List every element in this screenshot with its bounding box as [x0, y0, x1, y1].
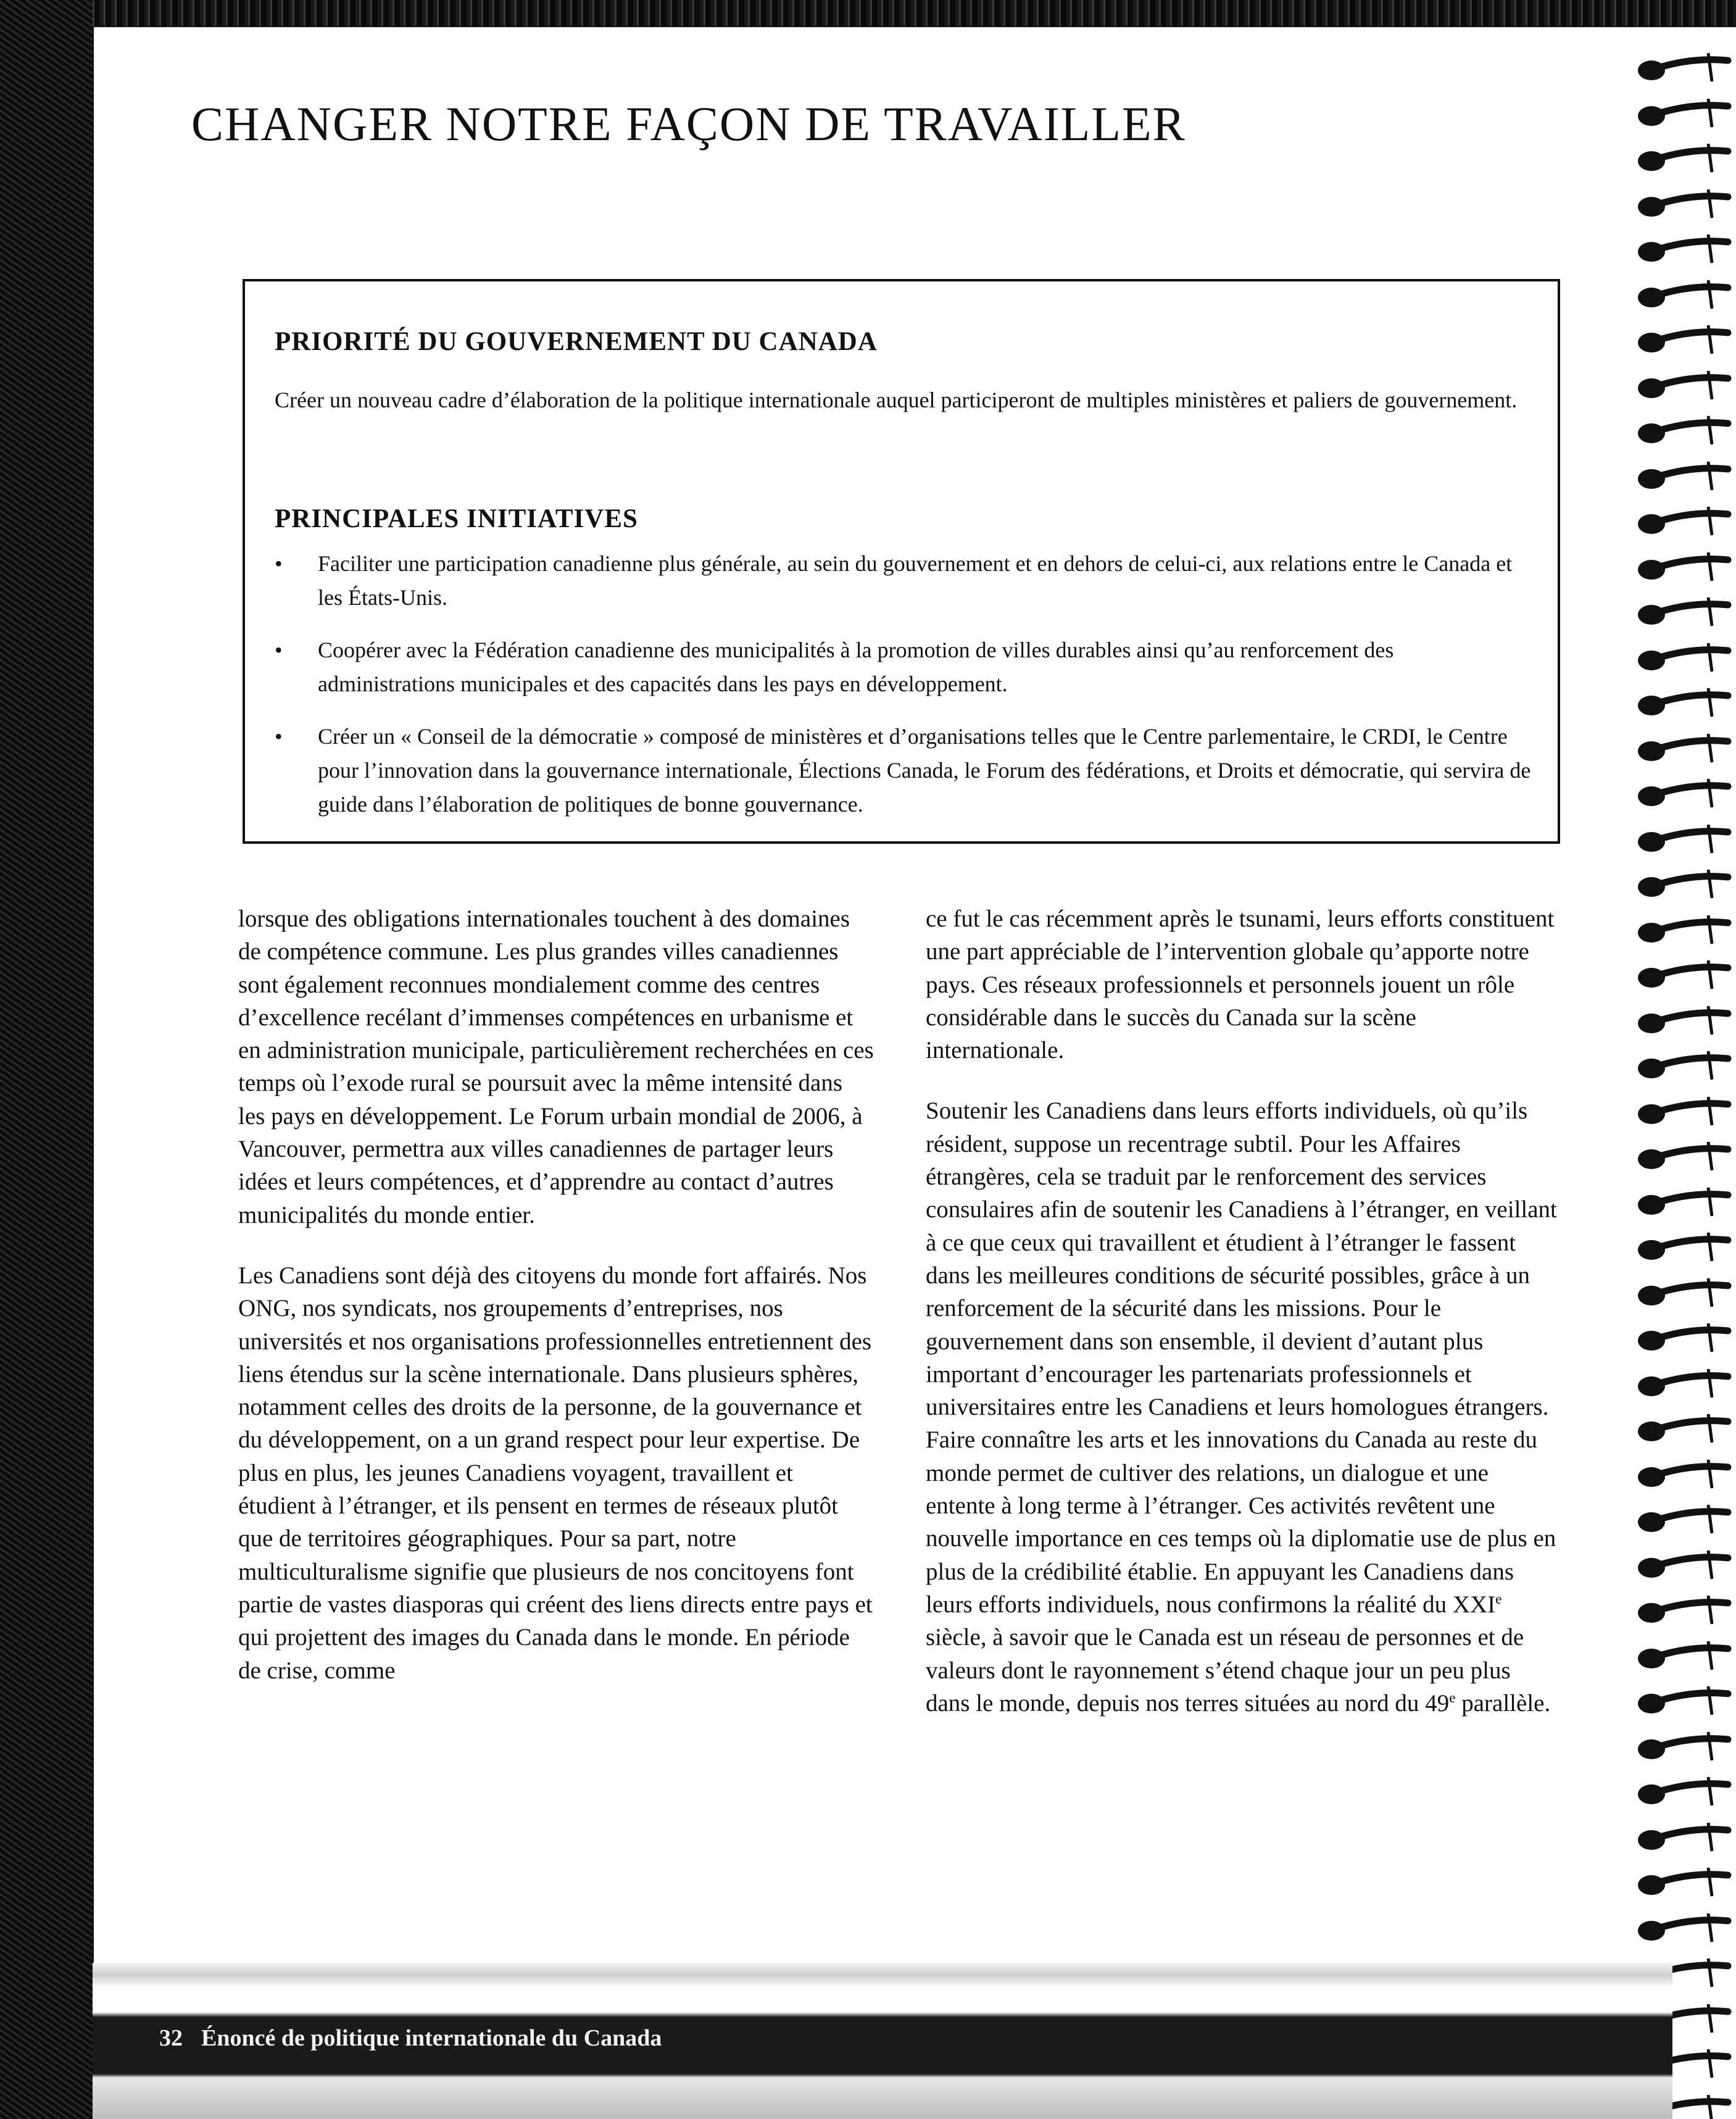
- spiral-ring-icon: [1635, 1005, 1734, 1037]
- initiatives-list: [275, 547, 1534, 840]
- spiral-ring-icon: [1635, 1277, 1734, 1309]
- page-title: CHANGER NOTRE FAÇON DE TRAVAILLER: [191, 97, 1186, 151]
- spiral-ring-icon: [1635, 642, 1734, 674]
- spiral-ring-icon: [1635, 279, 1734, 311]
- spiral-ring-icon: [1635, 1050, 1734, 1082]
- spiral-ring-icon: [1635, 778, 1734, 810]
- spiral-ring-icon: [1635, 914, 1734, 946]
- spiral-ring-icon: [1635, 460, 1734, 493]
- spiral-ring-icon: [1635, 1459, 1734, 1491]
- spiral-ring-icon: [1635, 1912, 1734, 1944]
- spiral-ring-icon: [1635, 1867, 1734, 1899]
- spiral-ring-icon: [1635, 1231, 1734, 1263]
- spiral-ring-icon: [1635, 233, 1734, 265]
- list-item: [275, 547, 1534, 615]
- bullet-icon: •: [275, 724, 283, 749]
- page-footer: [159, 2025, 662, 2052]
- superscript: e: [1449, 1689, 1456, 1706]
- spiral-ring-icon: [1635, 1776, 1734, 1808]
- publication-title: Énoncé de politique internationale du Canada: [201, 2025, 662, 2051]
- priority-text: Créer un nouveau cadre d’élaboration de la politique internationale auquel participeront de multiples ministères et paliers de gouvernement.: [275, 388, 1518, 412]
- body-column-left: [238, 902, 874, 1715]
- spiral-ring-icon: [1635, 868, 1734, 901]
- bullet-icon: •: [275, 638, 283, 662]
- spiral-ring-icon: [1635, 1821, 1734, 1854]
- spiral-ring-icon: [1635, 506, 1734, 538]
- superscript: e: [1495, 1591, 1502, 1607]
- priority-heading: PRIORITÉ DU GOUVERNEMENT DU CANADA: [275, 327, 878, 356]
- initiative-text: Créer un « Conseil de la démocratie » composé de ministères et d’organisations telles que le Centre parlementaire, le CRDI, le Centre pour l’innovation dans la gouvernance internationale, Élections Canada, le Forum des fédérations, et Droits et démocratie, qui servira de guide dans l’élaboration de politiques de bonne gouvernance.: [318, 724, 1531, 817]
- initiative-text: Coopérer avec la Fédération canadienne des municipalités à la promotion de villes durables ainsi qu’au renforcement des administrations municipales et des capacités dans les pays en développement.: [318, 638, 1394, 696]
- spiral-ring-icon: [1635, 1594, 1734, 1626]
- text-run: parallèle.: [1455, 1689, 1551, 1717]
- spiral-ring-icon: [1635, 188, 1734, 220]
- spiral-binding: [1630, 27, 1736, 2119]
- spiral-ring-icon: [1635, 1186, 1734, 1218]
- spiral-ring-icon: [1635, 1096, 1734, 1128]
- spiral-ring-icon: [1635, 1685, 1734, 1717]
- list-item: [275, 720, 1534, 822]
- spiral-ring-icon: [1635, 1141, 1734, 1173]
- priority-box: [243, 279, 1560, 844]
- scan-top-edge: [0, 0, 1736, 26]
- spiral-ring-icon: [1635, 1413, 1734, 1445]
- initiative-text: Faciliter une participation canadienne plus générale, au sein du gouvernement et en dehors de celui-ci, aux relations entre le Canada et les États-Unis.: [318, 551, 1513, 610]
- spiral-ring-icon: [1635, 823, 1734, 856]
- list-item: [275, 633, 1534, 701]
- text-run: Soutenir les Canadiens dans leurs efforts individuels, où qu’ils résident, suppose un recentrage subtil. Pour les Affaires étrangères, cela se traduit par le renforcement des services consulaires afin de soutenir les Canadiens à l’étranger, en veillant à ce que ceux qui travaillent et étudient à l’étranger le fassent dans les meilleures conditions de sécurité possibles, grâce à un renforcement de la sécurité dans les missions. Pour le gouvernement dans son ensemble, il devient d’autant plus important d’encourager les partenariats professionnels et universitaires entre les Canadiens et leurs homologues étrangers. Faire connaître les arts et les innovations du Canada au reste du monde permet de cultiver des relations, un dialogue et une entente à long terme à l’étranger. Ces activités revêtent une nouvelle importance en ces temps où la diplomatie use de plus en plus de la crédibilité établie. En appuyant les Canadiens dans leurs efforts individuels, nous confirmons la réalité du XXI: [926, 1097, 1557, 1618]
- spiral-ring-icon: [1635, 733, 1734, 765]
- text-run: siècle, à savoir que le Canada est un réseau de personnes et de valeurs dont le rayonnement s’étend chaque jour un peu plus dans le monde, depuis nos terres situées au nord du 49: [926, 1624, 1524, 1717]
- spiral-ring-icon: [1635, 1322, 1734, 1354]
- spiral-ring-icon: [1635, 1640, 1734, 1672]
- bullet-icon: •: [275, 551, 283, 576]
- page-number: 32: [159, 2025, 183, 2051]
- spiral-ring-icon: [1635, 370, 1734, 402]
- spiral-ring-icon: [1635, 551, 1734, 583]
- spiral-ring-icon: [1635, 596, 1734, 628]
- scan-left-edge: [0, 0, 93, 2119]
- body-column-right: [926, 902, 1558, 1747]
- spiral-ring-icon: [1635, 415, 1734, 447]
- spiral-ring-icon: [1635, 98, 1734, 130]
- spiral-ring-icon: [1635, 143, 1734, 175]
- spiral-ring-icon: [1635, 52, 1734, 84]
- spiral-ring-icon: [1635, 324, 1734, 356]
- spiral-ring-icon: [1635, 1549, 1734, 1581]
- body-paragraph: [926, 1094, 1558, 1720]
- spiral-ring-icon: [1635, 1368, 1734, 1400]
- body-paragraph: Les Canadiens sont déjà des citoyens du monde fort affairés. Nos ONG, nos syndicats, nos groupements d’entreprises, nos universités et nos organisations professionnelles entretiennent des liens étendus sur la scène internationale. Dans plusieurs sphères, notamment celles des droits de la personne, de la gouvernance et du développement, on a un grand respect pour leur expertise. De plus en plus, les jeunes Canadiens voyagent, travaillent et étudient à l’étranger, et ils pensent en termes de réseaux plutôt que de territoires géographiques. Pour sa part, notre multiculturalisme signifie que plusieurs de nos concitoyens font partie de vastes diasporas qui créent des liens directs entre pays et qui projettent des images du Canada dans le monde. En période de crise, comme: [238, 1262, 873, 1684]
- body-paragraph: lorsque des obligations internationales touchent à des domaines de compétence commune. Les plus grandes villes canadiennes sont également reconnues mondialement comme des centres d’excellence recélant d’immenses compétences en urbanisme et en administration municipale, particulièrement recherchées en ces temps où l’exode rural se poursuit avec la même intensité dans les pays en développement. Le Forum urbain mondial de 2006, à Vancouver, permettra aux villes canadiennes de partager leurs idées et leurs compétences, et d’apprendre au contact d’autres municipalités du monde entier.: [238, 905, 874, 1228]
- spiral-ring-icon: [1635, 687, 1734, 719]
- body-paragraph: ce fut le cas récemment après le tsunami, leurs efforts constituent une part appréciable de l’intervention globale qu’apporte notre pays. Ces réseaux professionnels et personnels jouent un rôle considérable dans le succès du Canada sur la scène internationale.: [926, 905, 1555, 1064]
- spiral-ring-icon: [1635, 959, 1734, 991]
- spiral-ring-icon: [1635, 1731, 1734, 1763]
- initiatives-heading: PRINCIPALES INITIATIVES: [275, 504, 638, 533]
- spiral-ring-icon: [1635, 1504, 1734, 1536]
